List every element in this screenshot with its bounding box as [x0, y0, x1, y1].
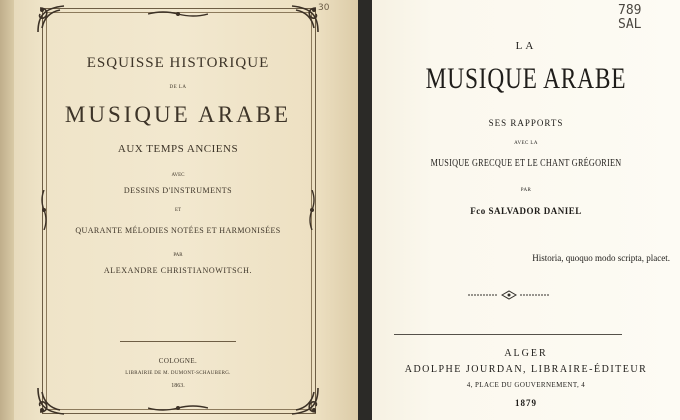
left-corner-mark: 30 — [318, 3, 330, 13]
divider-ornament-icon — [468, 290, 550, 300]
corner-ornament-icon — [290, 4, 320, 34]
left-subtitle: AUX TEMPS ANCIENS — [117, 143, 239, 155]
left-avec: AVEC — [171, 173, 185, 178]
left-de-la: DE LA — [169, 85, 187, 90]
right-author: Fco SALVADOR DANIEL — [470, 206, 582, 216]
right-avec-la: AVEC LA — [514, 141, 538, 146]
left-city: COLOGNE. — [158, 357, 198, 365]
left-main-title: MUSIQUE ARABE — [64, 102, 292, 127]
right-publisher: ADOLPHE JOURDAN, LIBRAIRE-ÉDITEUR — [404, 364, 648, 375]
left-title-line1: ESQUISSE HISTORIQUE — [86, 55, 270, 71]
right-divider — [394, 334, 622, 335]
corner-ornament-icon — [36, 386, 66, 416]
corner-ornament-icon — [290, 386, 320, 416]
right-year: 1879 — [515, 398, 537, 408]
left-divider — [120, 341, 236, 342]
right-la: LA — [515, 40, 537, 52]
top-border-ornament-icon — [148, 10, 208, 18]
bottom-border-ornament-icon — [148, 404, 208, 412]
left-quarante: QUARANTE MÉLODIES NOTÉES ET HARMONISÉES — [75, 226, 281, 235]
left-year: 1863. — [171, 383, 185, 389]
right-par: PAR — [520, 188, 532, 193]
corner-ornament-icon — [36, 4, 66, 34]
right-address: 4, PLACE DU GOUVERNEMENT, 4 — [466, 381, 586, 389]
left-par: PAR — [173, 253, 183, 258]
left-author: ALEXANDRE CHRISTIANOWITSCH. — [103, 266, 253, 275]
right-city: ALGER — [504, 348, 548, 359]
shelf-mark: 789 SAL — [618, 3, 642, 32]
right-main-title: MUSIQUE ARABE — [425, 62, 627, 95]
left-page-edge — [0, 0, 14, 420]
right-subtitle: MUSIQUE GRECQUE ET LE CHANT GRÉGORIEN — [430, 158, 622, 169]
left-et: ET — [174, 208, 182, 213]
left-printer: LIBRAIRIE DE M. DUMONT-SCHAUBERG. — [125, 371, 231, 376]
right-rapports: SES RAPPORTS — [488, 118, 564, 128]
right-motto: Historia, quoquo modo scripta, placet. — [532, 253, 670, 263]
left-dessins: DESSINS D'INSTRUMENTS — [123, 186, 233, 195]
